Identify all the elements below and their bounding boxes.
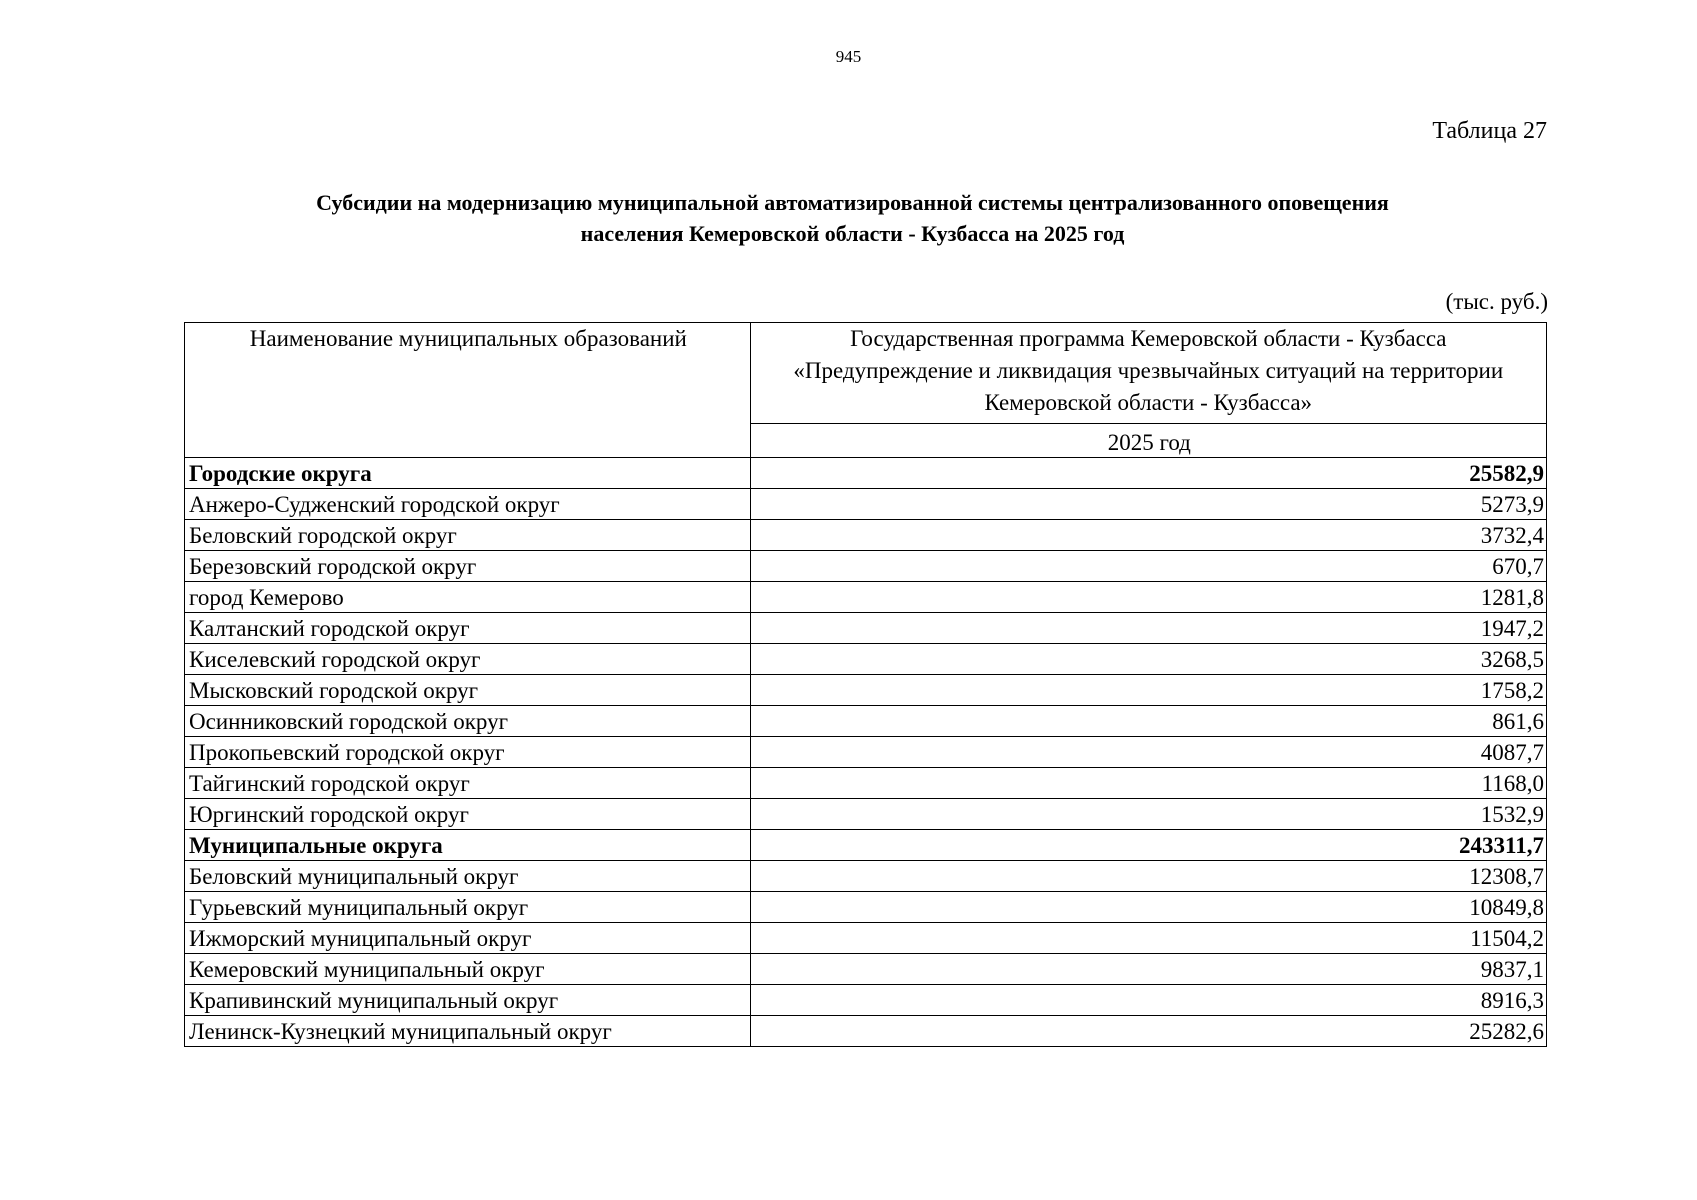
table-row: [185, 582, 1547, 613]
table-group-row: [185, 830, 1547, 861]
table-row: [185, 1016, 1547, 1047]
column-header-program-line-1: Государственная программа Кемеровской области - Кузбасса: [850, 326, 1447, 351]
subsidy-value-cell: 1281,8: [750, 582, 1546, 613]
municipality-name-cell: Анжеро-Судженский городской округ: [185, 489, 751, 520]
table-row: [185, 489, 1547, 520]
column-header-year: 2025 год: [750, 424, 1546, 458]
column-header-program-line-3: Кемеровской области - Кузбасса»: [984, 390, 1313, 415]
table-row: [185, 923, 1547, 954]
municipality-name-cell: Гурьевский муниципальный округ: [185, 892, 751, 923]
group-name-cell: Городские округа: [185, 458, 751, 489]
municipality-name-cell: Беловский муниципальный округ: [185, 861, 751, 892]
subsidy-table: [184, 322, 1547, 1047]
subsidy-value-cell: 670,7: [750, 551, 1546, 582]
table-row: [185, 675, 1547, 706]
table-group-row: [185, 458, 1547, 489]
subsidy-value-cell: 12308,7: [750, 861, 1546, 892]
table-row: [185, 613, 1547, 644]
page-number: 945: [835, 47, 862, 66]
subsidy-value-cell: 861,6: [750, 706, 1546, 737]
subsidy-value-cell: 1532,9: [750, 799, 1546, 830]
municipality-name-cell: Ленинск-Кузнецкий муниципальный округ: [185, 1016, 751, 1047]
column-header-name: Наименование муниципальных образований: [185, 323, 751, 458]
municipality-name-cell: Кемеровский муниципальный округ: [185, 954, 751, 985]
subsidy-table-body: [185, 323, 1547, 1047]
subsidy-value-cell: 11504,2: [750, 923, 1546, 954]
column-header-program-line-2: «Предупреждение и ликвидация чрезвычайных ситуаций на территории: [793, 358, 1504, 383]
column-header-program: [750, 323, 1546, 424]
subsidy-value-cell: 3268,5: [750, 644, 1546, 675]
table-row: [185, 644, 1547, 675]
municipality-name-cell: Крапивинский муниципальный округ: [185, 985, 751, 1016]
table-label: Таблица 27: [1432, 118, 1547, 144]
municipality-name-cell: Прокопьевский городской округ: [185, 737, 751, 768]
subsidy-value-cell: 10849,8: [750, 892, 1546, 923]
units-label: (тыс. руб.): [1445, 289, 1548, 314]
subsidy-value-cell: 5273,9: [750, 489, 1546, 520]
subsidy-value-cell: 8916,3: [750, 985, 1546, 1016]
table-row: [185, 954, 1547, 985]
municipality-name-cell: Березовский городской округ: [185, 551, 751, 582]
municipality-name-cell: Ижморский муниципальный округ: [185, 923, 751, 954]
table-row: [185, 861, 1547, 892]
group-name-cell: Муниципальные округа: [185, 830, 751, 861]
table-row: [185, 551, 1547, 582]
municipality-name-cell: Осинниковский городской округ: [185, 706, 751, 737]
municipality-name-cell: город Кемерово: [185, 582, 751, 613]
document-title-line-1: Субсидии на модернизацию муниципальной автоматизированной системы централизованного оповещения: [316, 190, 1389, 215]
subsidy-value-cell: 25282,6: [750, 1016, 1546, 1047]
group-total-cell: 25582,9: [750, 458, 1546, 489]
municipality-name-cell: Мысковский городской округ: [185, 675, 751, 706]
subsidy-value-cell: 4087,7: [750, 737, 1546, 768]
municipality-name-cell: Калтанский городской округ: [185, 613, 751, 644]
table-row: [185, 737, 1547, 768]
table-row: [185, 706, 1547, 737]
table-row: [185, 799, 1547, 830]
subsidy-value-cell: 1947,2: [750, 613, 1546, 644]
subsidy-value-cell: 1758,2: [750, 675, 1546, 706]
table-row: [185, 768, 1547, 799]
document-title-line-2: населения Кемеровской области - Кузбасса на 2025 год: [580, 221, 1125, 246]
table-row: [185, 520, 1547, 551]
municipality-name-cell: Юргинский городской округ: [185, 799, 751, 830]
document-title: [180, 187, 1525, 249]
subsidy-value-cell: 9837,1: [750, 954, 1546, 985]
table-row: [185, 892, 1547, 923]
municipality-name-cell: Киселевский городской округ: [185, 644, 751, 675]
municipality-name-cell: Тайгинский городской округ: [185, 768, 751, 799]
table-row: [185, 985, 1547, 1016]
subsidy-value-cell: 3732,4: [750, 520, 1546, 551]
subsidy-value-cell: 1168,0: [750, 768, 1546, 799]
table-header-row: [185, 323, 1547, 424]
group-total-cell: 243311,7: [750, 830, 1546, 861]
municipality-name-cell: Беловский городской округ: [185, 520, 751, 551]
